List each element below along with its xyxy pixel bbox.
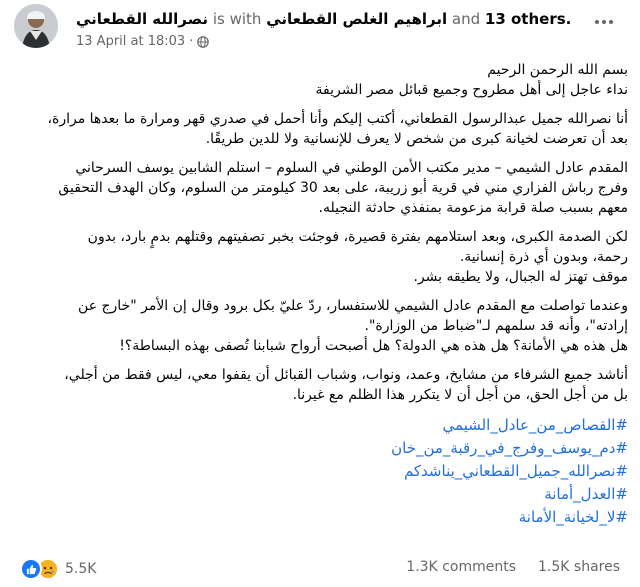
post-stats xyxy=(406,559,620,575)
post-line: موقف تهتز له الجبال، ولا يطيقه بشر. xyxy=(413,269,628,285)
post-line: نداء عاجل إلى أهل مطروح وجميع قبائل مصر الشريفة xyxy=(315,82,628,98)
reaction-count: 5.5K xyxy=(65,561,97,577)
post-line: لكن الصدمة الكبرى، وبعد استلامهم بفترة قصيرة، فوجئت بخبر تصفيتهم وقتلهم بدمٍ بارد، بدون xyxy=(87,229,628,245)
reactions-summary[interactable] xyxy=(20,558,96,580)
post-line: أناشد جميع الشرفاء من مشايخ، وعمد، ونواب، وشباب القبائل أن يقفوا معي، ليس فقط من أجلي، xyxy=(64,367,628,383)
post-line: وفرج رباش الفزاري مني في قرية أبو زريبة، على بعد 30 كيلومتر من السلوم، وكان الهدف التحقيق xyxy=(58,180,628,196)
hashtag-link[interactable]: #العدل_أمانة xyxy=(544,485,628,503)
post-meta xyxy=(76,34,209,50)
tagged-person-name[interactable]: ابراهيم الغلص القطعاني xyxy=(266,10,448,28)
post-paragraph xyxy=(14,60,628,100)
hashtag-link[interactable]: #دم_يوسف_وفرج_في_رقبة_من_خان xyxy=(391,439,628,457)
post-author-line xyxy=(76,10,571,28)
post-body xyxy=(14,60,628,529)
author-name[interactable]: نصرالله القطعاني xyxy=(76,10,209,28)
hashtag-link[interactable]: #نصرالله_جميل_القطعاني_يناشدكم xyxy=(403,462,628,480)
post-paragraph xyxy=(14,227,628,287)
post-paragraph xyxy=(14,296,628,356)
avatar-photo xyxy=(14,4,58,48)
globe-icon[interactable] xyxy=(197,36,209,48)
is-with-text: is with xyxy=(212,10,262,28)
post-line: رحمة، وبدون أي ذرة إنسانية. xyxy=(459,249,628,265)
hashtag-link[interactable]: #القصاص_من_عادل_الشيمي xyxy=(442,416,628,434)
post-line: هل هذه هي الأمانة؟ هل هذه هي الدولة؟ هل أصبحت أرواح شبابنا تُصفى بهذه البساطة؟! xyxy=(119,338,628,354)
post-paragraph xyxy=(14,158,628,218)
post-line: بعد أن تعرضت لخيانة كبرى من شخص لا يعرف للإنسانية ولا للدين طريقًا. xyxy=(205,131,628,147)
post-line: وعندما تواصلت مع المقدم عادل الشيمي للاستفسار، ردّ عليّ بكل برود وقال إن الأمر "خارج عن xyxy=(78,298,628,314)
author-avatar[interactable] xyxy=(14,4,58,48)
meta-separator: · xyxy=(189,34,194,49)
and-text: and xyxy=(451,10,481,28)
more-options-icon[interactable] xyxy=(588,12,620,32)
post-line: بل من أجل الحق، من أجل أن لا يتكرر هذا الظلم مع غيرنا. xyxy=(292,387,628,403)
post-paragraph xyxy=(14,109,628,149)
tagged-others-link[interactable]: 13 others. xyxy=(484,10,572,28)
hashtag-list xyxy=(14,414,628,529)
post-line: بسم الله الرحمن الرحيم xyxy=(487,62,628,78)
post-line: إرادته"، وأنه قد سلمهم لـ"ضباط من الوزارة". xyxy=(364,318,628,334)
post-timestamp[interactable]: 13 April at 18:03 xyxy=(76,34,186,49)
post-line: المقدم عادل الشيمي – مدير مكتب الأمن الوطني في السلوم – استلم الشابين يوسف السرحاني xyxy=(75,160,628,176)
hashtag-link[interactable]: #لا_لخيانة_الأمانة xyxy=(518,508,628,526)
shares-count-link[interactable]: 1.5K shares xyxy=(538,559,620,575)
post-line: معهم بسبب صلة قرابة مزعومة بمنفذي حادثة النجيله. xyxy=(318,200,628,216)
post-header xyxy=(10,2,630,58)
post-paragraph xyxy=(14,365,628,405)
post-line: أنا نصرالله جميل عبدالرسول القطعاني، أكتب إليكم وأنا أحمل في صدري قهر ومرارة ما بعدها مرارة، xyxy=(47,111,628,127)
comments-count-link[interactable]: 1.3K comments xyxy=(406,559,516,575)
like-reaction-icon xyxy=(20,558,42,580)
post-footer xyxy=(10,555,630,583)
